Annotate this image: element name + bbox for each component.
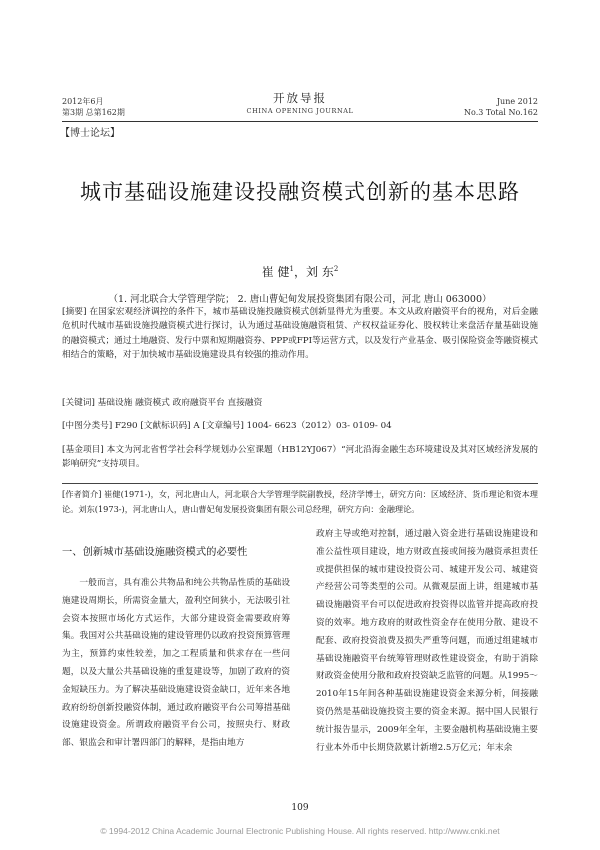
header-date-en: June 2012 <box>496 97 538 106</box>
author-affiliation-mark: 2 <box>333 265 339 273</box>
article-title: 城市基础设施建设投融资模式创新的基本思路 <box>80 180 520 204</box>
body-column-left: 一般而言，具有准公共物品和纯公共物品性质的基础设施建设周期长，所需资金量大，盈利空间狭小，无法吸引社会资本按照市场化方式运作，大部分建设资金需要政府筹集。我国对公共基础设施的建设管理仍以政府投资预算管理为主，预算约束性较差，加之工程质量和供求存在一些问题，以及大量公共基础设施的重复建设等，加剧了政府的资金短缺压力。为了解决基础设施建设资金缺口，近年来各地政府纷纷创新投融资体制，通过政府融资平台公司筹措基础设施建设资金。所谓政府融资平台公司，按照央行、财政部、银监会和审计署四部门的解释，是指由地方 <box>62 578 290 749</box>
header-divider <box>62 121 538 122</box>
journal-name-cn: 开放导报 <box>273 91 327 105</box>
author-name: 刘 东 <box>306 265 334 279</box>
author-line <box>0 263 600 280</box>
header-date: 2012年6月 <box>62 97 104 106</box>
fund-project: [基金项目] 本文为河北省哲学社会科学规划办公室课题（HB12YJ067）“河北沿海金融生态环境建设及其对区域经济发展的影响研究”支持项目。 <box>62 445 538 470</box>
author-bio: [作者简介] 崔健(1971-)，女，河北唐山人，河北联合大学管理学院副教授，经济学博士，研究方向：区域经济、货币理论和资本理论。刘东(1973-)，河北唐山人，唐山曹妃甸发展投资集团有限公司总经理，研究方向：金融理论。 <box>62 489 538 514</box>
classification-codes: [中图分类号] F290 [文献标识码] A [文章编号] 1004- 6623（2012）03- 0109- 04 <box>62 421 392 431</box>
keywords: [关键词] 基础设施 融资模式 政府融资平台 直接融资 <box>62 398 263 408</box>
header-issue: 第3期 总第162期 <box>62 108 125 117</box>
abstract-divider <box>62 483 538 484</box>
section-heading: 一、创新城市基础设施融资模式的必要性 <box>62 546 248 558</box>
abstract: [摘要] 在国家宏观经济调控的条件下，城市基础设施投融资模式创新显得尤为重要。本文从政府融资平台的视角，对后金融危机时代城市基础设施投融资模式进行探讨，认为通过基础设施融资租赁、产权权益证券化、股权转让来盘活存量基础设施的融资模式；通过土地融资、发行中票和短期融资券、PPP或FPI等运营方式，以及发行产业基金、吸引保险资金等融资模式相结合的策略，对于加快城市基础设施建设具有较强的推动作用。 <box>62 307 538 360</box>
header-issue-en: No.3 Total No.162 <box>464 108 538 117</box>
column-tag: 【博士论坛】 <box>60 128 120 139</box>
header-date-issue-en <box>464 96 538 118</box>
journal-name-en: CHINA OPENING JOURNAL <box>246 107 354 115</box>
author-affiliation-mark: 1 <box>289 265 294 273</box>
copyright-footer: © 1994-2012 China Academic Journal Electronic Publishing House. All rights reserved. http://www.cnki.net <box>100 826 500 836</box>
body-column-right: 政府主导或绝对控制，通过融入资金进行基础设施建设和准公益性项目建设，地方财政直接或间接为融资承担责任或提供担保的城市建设投资公司、城建开发公司、城建资产经营公司等类型的公司。从微观层面上讲，组建城市基础设施融资平台可以促进政府投资得以监管并提高政府投资的效率。地方政府的财政性资金存在使用分散、建设不配套、政府投资浪费及损失严重等问题，而通过组建城市基础设施融资平台统筹管理财政性建设资金，有助于消除财政资金使用分散和政府投资缺乏监管的问题。从1995～2010年15年间各种基础设施建设资金来源分析，间接融资仍然是基础设施投资主要的资金来源。据中国人民银行统计报告显示，2009年全年，主要金融机构基础设施主要行业本外币中长期贷款累计新增2.5万亿元；年末余 <box>316 529 538 753</box>
page-number: 109 <box>291 803 309 813</box>
affiliation: （1. 河北联合大学管理学院； 2. 唐山曹妃甸发展投资集团有限公司，河北 唐山 063000） <box>108 294 492 305</box>
author-name: 崔 健 <box>261 265 290 279</box>
author-separator: ， <box>293 265 306 279</box>
